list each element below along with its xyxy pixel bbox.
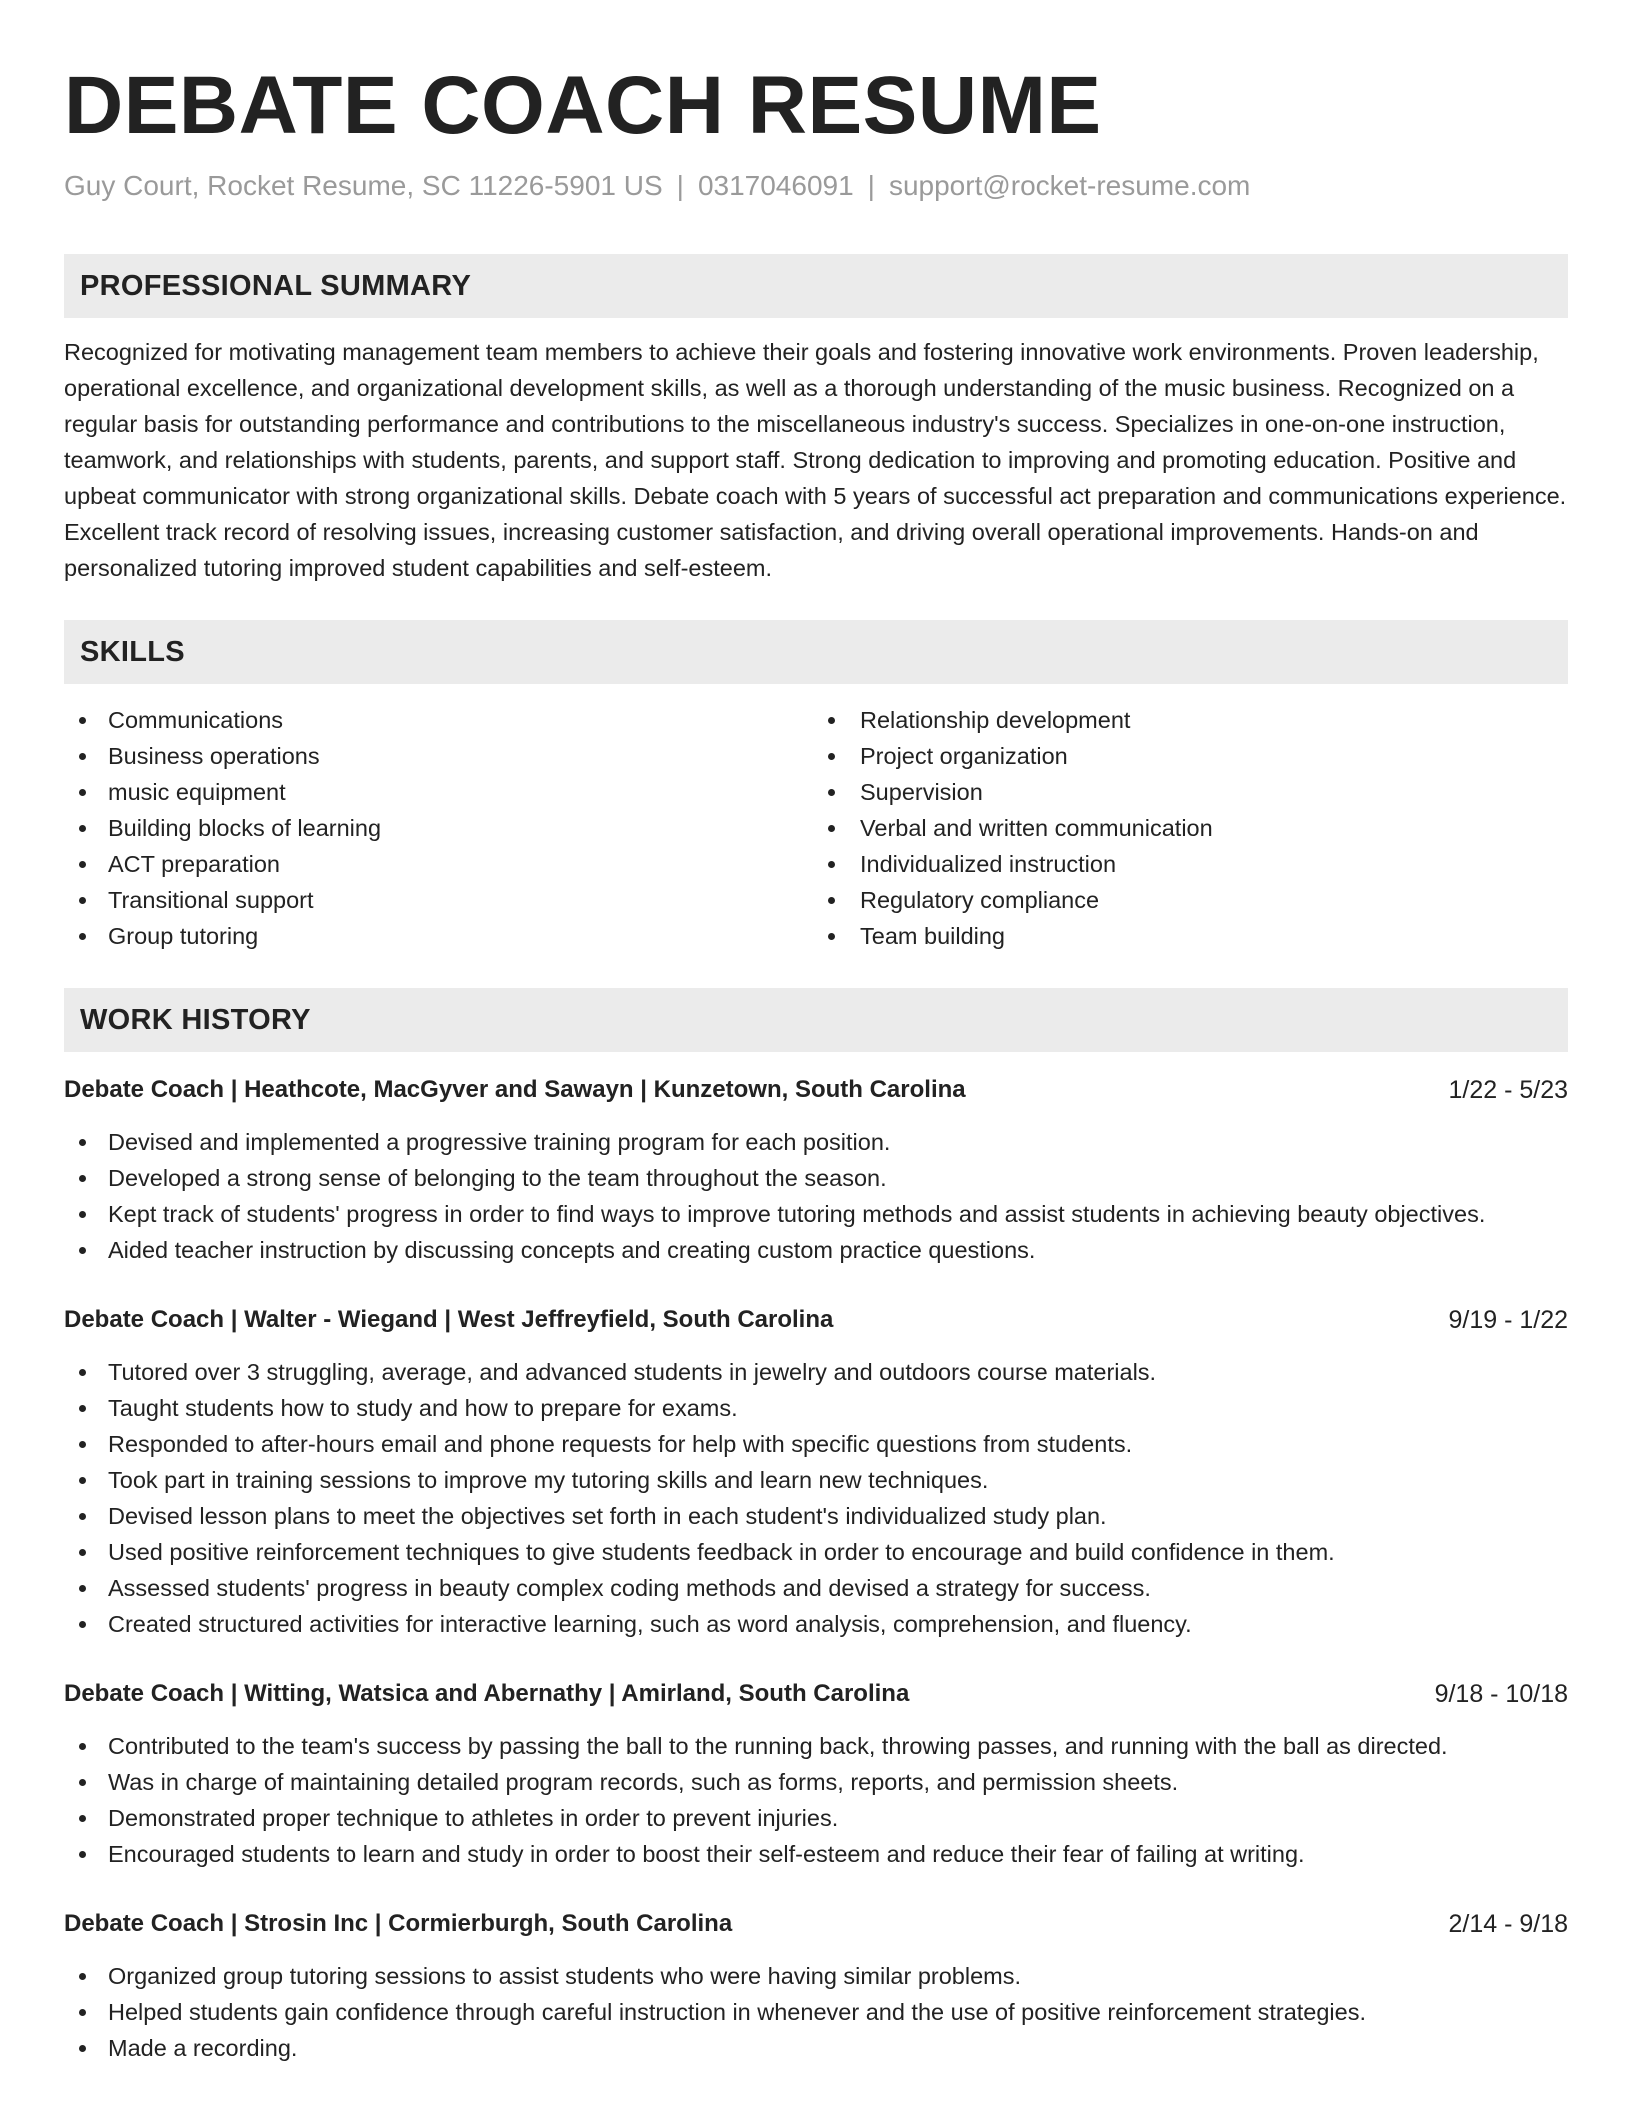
job-header xyxy=(64,1906,1568,1942)
skill-item: Building blocks of learning xyxy=(64,810,816,846)
skill-item: Group tutoring xyxy=(64,918,816,954)
skill-item: Individualized instruction xyxy=(816,846,1568,882)
job-duty: Made a recording. xyxy=(64,2030,1568,2066)
job-duty: Contributed to the team's success by passing the ball to the running back, throwing passes, and running with the ball as directed. xyxy=(64,1728,1568,1764)
job-duty: Took part in training sessions to improve my tutoring skills and learn new techniques. xyxy=(64,1462,1568,1498)
job-duty: Assessed students' progress in beauty complex coding methods and devised a strategy for success. xyxy=(64,1570,1568,1606)
job-dates: 2/14 - 9/18 xyxy=(1448,1910,1568,1938)
job-entry xyxy=(64,1676,1568,1872)
skills-column-left xyxy=(64,702,816,954)
job-duties xyxy=(64,1958,1568,2066)
job-title: Debate Coach | Walter - Wiegand | West Jeffreyfield, South Carolina xyxy=(64,1306,834,1333)
job-entry xyxy=(64,1302,1568,1642)
contact-email: support@rocket-resume.com xyxy=(888,170,1251,201)
job-duty: Helped students gain confidence through careful instruction in whenever and the use of positive reinforcement strategies. xyxy=(64,1994,1568,2030)
job-header xyxy=(64,1302,1568,1338)
job-entry xyxy=(64,1906,1568,2066)
job-title: Debate Coach | Witting, Watsica and Abernathy | Amirland, South Carolina xyxy=(64,1680,910,1707)
section-header-summary: PROFESSIONAL SUMMARY xyxy=(64,254,1568,318)
job-duty: Was in charge of maintaining detailed program records, such as forms, reports, and permission sheets. xyxy=(64,1764,1568,1800)
job-duties xyxy=(64,1124,1568,1268)
job-duty: Aided teacher instruction by discussing concepts and creating custom practice questions. xyxy=(64,1232,1568,1268)
contact-line xyxy=(64,168,1568,204)
job-duty: Devised lesson plans to meet the objectives set forth in each student's individualized study plan. xyxy=(64,1498,1568,1534)
skill-item: music equipment xyxy=(64,774,816,810)
skill-item: ACT preparation xyxy=(64,846,816,882)
skill-item: Business operations xyxy=(64,738,816,774)
skills-column-right xyxy=(816,702,1568,954)
job-duty: Encouraged students to learn and study in order to boost their self-esteem and reduce their fear of failing at writing. xyxy=(64,1836,1568,1872)
job-header xyxy=(64,1676,1568,1712)
job-dates: 1/22 - 5/23 xyxy=(1448,1076,1568,1104)
job-duty: Used positive reinforcement techniques to give students feedback in order to encourage and build confidence in them. xyxy=(64,1534,1568,1570)
summary-text: Recognized for motivating management team members to achieve their goals and fostering innovative work environments. Proven leadership, operational excellence, and organizational development skills, as well as a thorough understanding of the music business. Recognized on a regular basis for outstanding performance and contributions to the miscellaneous industry's success. Specializes in one-on-one instruction, teamwork, and relationships with students, parents, and support staff. Strong dedication to improving and promoting education. Positive and upbeat communicator with strong organizational skills. Debate coach with 5 years of successful act preparation and communications experience. Excellent track record of resolving issues, increasing customer satisfaction, and driving overall operational improvements. Hands-on and personalized tutoring improved student capabilities and self-esteem. xyxy=(64,339,1567,581)
job-header xyxy=(64,1072,1568,1108)
contact-separator: | xyxy=(676,170,684,201)
job-duties xyxy=(64,1354,1568,1642)
skill-item: Project organization xyxy=(816,738,1568,774)
resume-title: DEBATE COACH RESUME xyxy=(64,60,1102,151)
job-entry xyxy=(64,1072,1568,1268)
skill-item: Transitional support xyxy=(64,882,816,918)
job-duty: Kept track of students' progress in order to find ways to improve tutoring methods and assist students in achieving beauty objectives. xyxy=(64,1196,1568,1232)
job-duty: Organized group tutoring sessions to assist students who were having similar problems. xyxy=(64,1958,1568,1994)
job-duty: Devised and implemented a progressive training program for each position. xyxy=(64,1124,1568,1160)
job-title: Debate Coach | Heathcote, MacGyver and Sawayn | Kunzetown, South Carolina xyxy=(64,1076,966,1103)
skills-list xyxy=(64,702,1568,954)
skill-item: Communications xyxy=(64,702,816,738)
contact-address: Guy Court, Rocket Resume, SC 11226-5901 US xyxy=(64,170,663,201)
job-title: Debate Coach | Strosin Inc | Cormierburgh, South Carolina xyxy=(64,1910,733,1937)
contact-phone: 0317046091 xyxy=(697,170,854,201)
job-duty: Taught students how to study and how to prepare for exams. xyxy=(64,1390,1568,1426)
job-dates: 9/18 - 10/18 xyxy=(1434,1680,1568,1708)
job-duty: Demonstrated proper technique to athletes in order to prevent injuries. xyxy=(64,1800,1568,1836)
job-duties xyxy=(64,1728,1568,1872)
section-header-skills: SKILLS xyxy=(64,620,1568,684)
job-duty: Created structured activities for interactive learning, such as word analysis, comprehension, and fluency. xyxy=(64,1606,1568,1642)
skill-item: Verbal and written communication xyxy=(816,810,1568,846)
skill-item: Regulatory compliance xyxy=(816,882,1568,918)
job-duty: Developed a strong sense of belonging to the team throughout the season. xyxy=(64,1160,1568,1196)
skill-item: Relationship development xyxy=(816,702,1568,738)
skill-item: Supervision xyxy=(816,774,1568,810)
contact-separator: | xyxy=(867,170,875,201)
job-duty: Responded to after-hours email and phone requests for help with specific questions from students. xyxy=(64,1426,1568,1462)
skill-item: Team building xyxy=(816,918,1568,954)
job-dates: 9/19 - 1/22 xyxy=(1448,1306,1568,1334)
section-header-work-history: WORK HISTORY xyxy=(64,988,1568,1052)
job-duty: Tutored over 3 struggling, average, and advanced students in jewelry and outdoors course materials. xyxy=(64,1354,1568,1390)
